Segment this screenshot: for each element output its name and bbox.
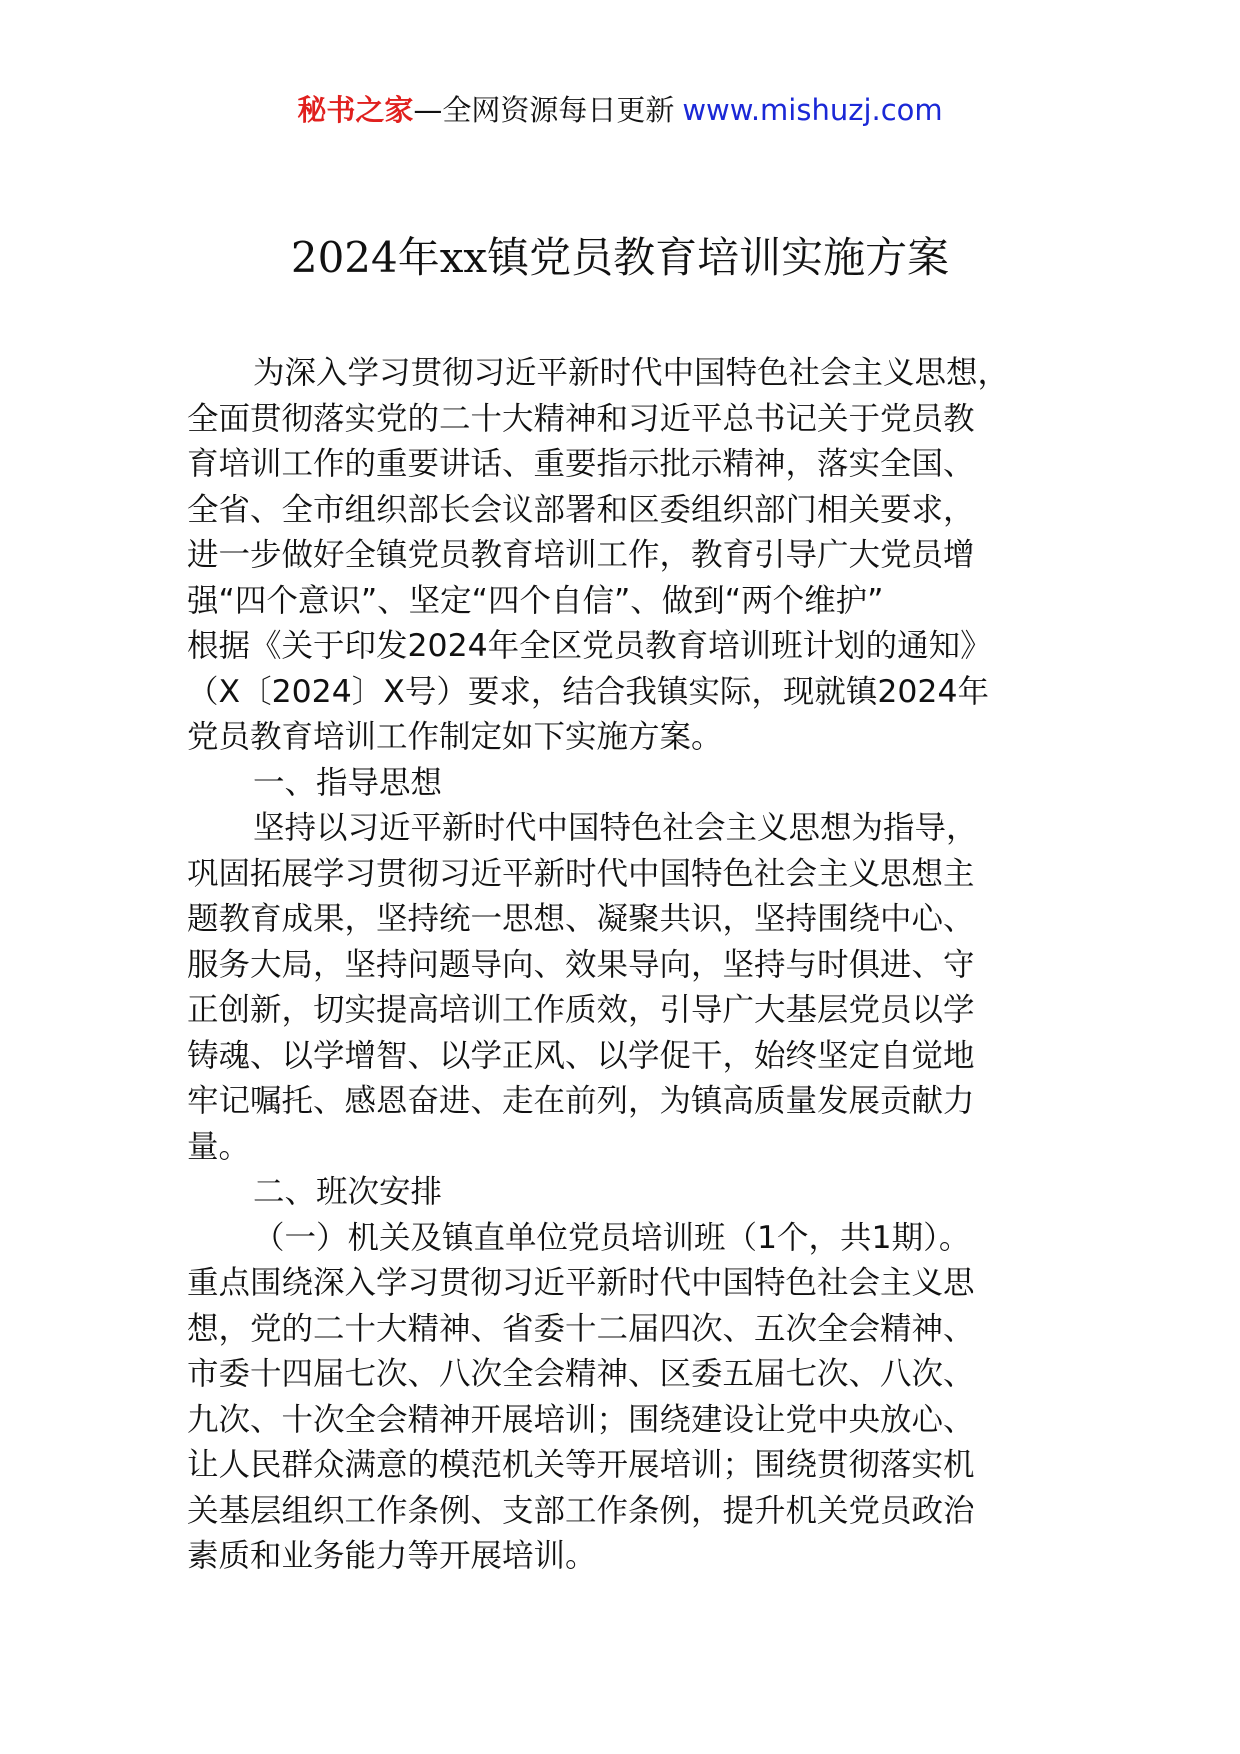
paragraph-line: 铸魂、以学增智、以学正风、以学促干，始终坚定自觉地 [187, 1037, 975, 1074]
paragraph-line: （X〔2024〕X号）要求，结合我镇实际，现就镇2024年 [187, 673, 989, 710]
paragraph-line: 让人民群众满意的模范机关等开展培训；围绕贯彻落实机 [187, 1447, 975, 1483]
paragraph-line: 进一步做好全镇党员教育培训工作，教育引导广大党员增 [187, 537, 975, 573]
paragraph-line: 题教育成果，坚持统一思想、凝聚共识，坚持围绕中心、 [187, 901, 975, 937]
paragraph-line: 全面贯彻落实党的二十大精神和习近平总书记关于党员教 [187, 400, 975, 437]
paragraph-line: 量。 [187, 1128, 251, 1165]
paragraph-line: 正创新，切实提高培训工作质效，引导广大基层党员以学 [187, 992, 975, 1028]
paragraph-line: 育培训工作的重要讲话、重要指示批示精神，落实全国、 [187, 446, 975, 482]
site-url-link[interactable]: www.mishuzj.com [682, 93, 943, 127]
paragraph-line: （一）机关及镇直单位党员培训班（1个，共1期）。 [253, 1219, 971, 1256]
section-heading-class-arrangement: 二、班次安排 [253, 1174, 443, 1210]
paragraph-line: 巩固拓展学习贯彻习近平新时代中国特色社会主义思想主 [187, 855, 975, 892]
paragraph-line: 党员教育培训工作制定如下实施方案。 [187, 719, 723, 755]
paragraph-line: 九次、十次全会精神开展培训；围绕建设让党中央放心、 [187, 1401, 975, 1438]
paragraph-line: 强“四个意识”、坚定“四个自信”、做到“两个维护” [187, 582, 884, 619]
brand-name: 秘书之家 [297, 93, 414, 127]
paragraph-line: 关基层组织工作条例、支部工作条例，提升机关党员政治 [187, 1492, 975, 1529]
section-heading-guiding-thought: 一、指导思想 [253, 764, 443, 801]
paragraph-line: 服务大局，坚持问题导向、效果导向，坚持与时俱进、守 [187, 946, 975, 983]
document-title: 2024年xx镇党员教育培训实施方案 [290, 233, 950, 282]
paragraph-line: 想，党的二十大精神、省委十二届四次、五次全会精神、 [187, 1310, 975, 1347]
paragraph-line: 根据《关于印发2024年全区党员教育培训班计划的通知》 [187, 628, 992, 664]
paragraph-line: 为深入学习贯彻习近平新时代中国特色社会主义思想， [253, 355, 1010, 391]
site-header [0, 88, 1240, 132]
paragraph-line: 牢记嘱托、感恩奋进、走在前列，为镇高质量发展贡献力 [187, 1083, 975, 1119]
paragraph-line: 坚持以习近平新时代中国特色社会主义思想为指导， [253, 810, 978, 846]
header-tagline: —全网资源每日更新 [413, 93, 675, 127]
document-body [187, 351, 1087, 1580]
paragraph-line: 全省、全市组织部长会议部署和区委组织部门相关要求， [187, 491, 975, 528]
paragraph-line: 素质和业务能力等开展培训。 [187, 1538, 597, 1574]
paragraph-line: 市委十四届七次、八次全会精神、区委五届七次、八次、 [187, 1356, 975, 1392]
paragraph-line: 重点围绕深入学习贯彻习近平新时代中国特色社会主义思 [187, 1265, 975, 1301]
